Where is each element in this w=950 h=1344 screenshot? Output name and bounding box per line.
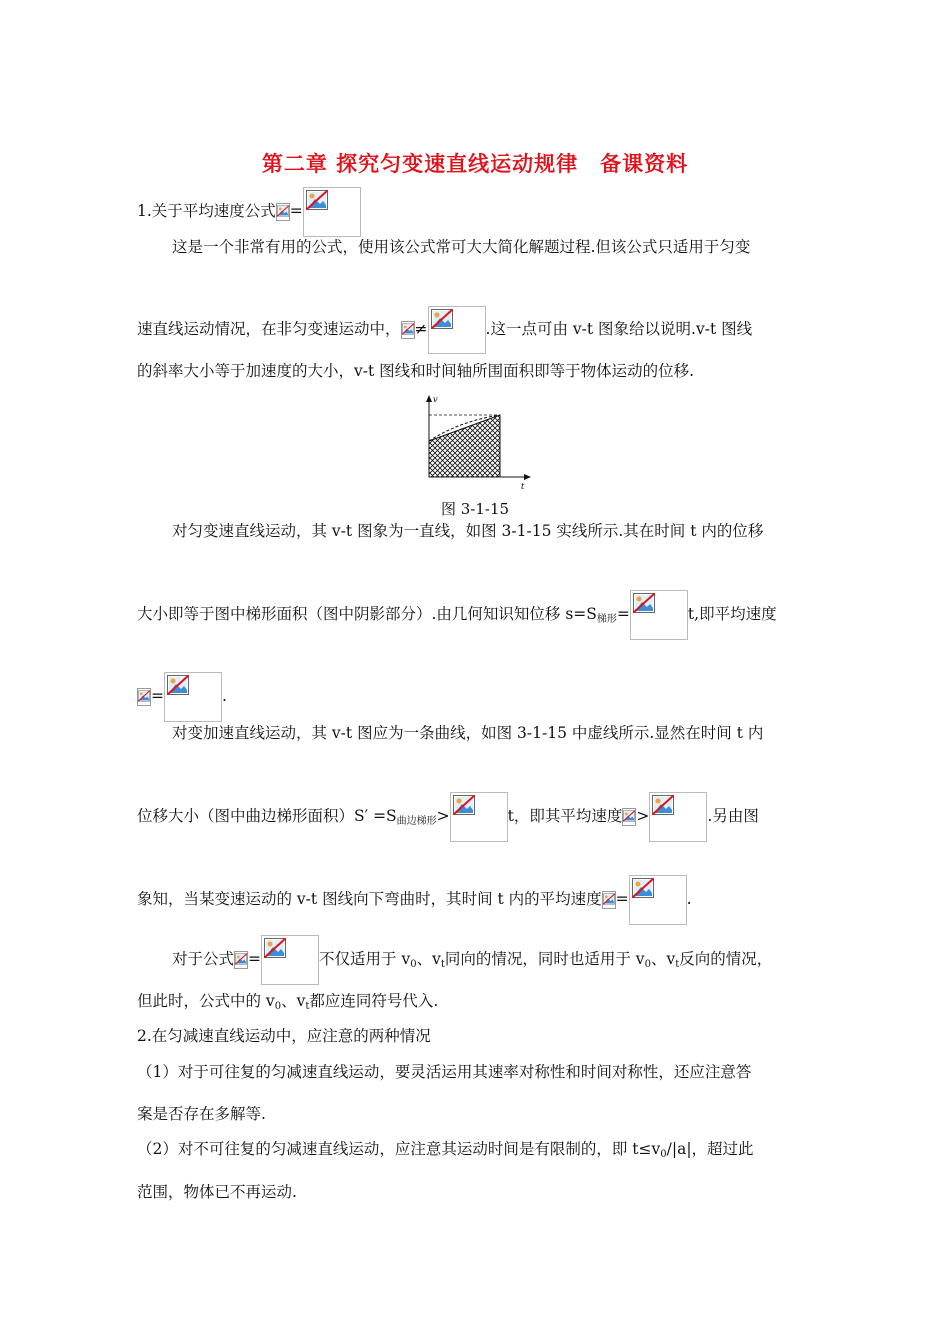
paragraph-line: 位移大小（图中曲边梯形面积）$S' =S_{曲边梯形}>$ t，即其平均速度 > .另由图 <box>137 792 759 842</box>
formula-image-placeholder <box>303 187 361 237</box>
vt-graph-figure <box>415 393 535 493</box>
paragraph-line: 象知，当某变速运动的 v-t 图线向下弯曲时，其时间 t 内的平均速度 = . <box>137 875 692 925</box>
paragraph-line: 大小即等于图中梯形面积（图中阴影部分）.由几何知识知位移 $s=S_{梯形}=$ t,即平均速度 <box>137 590 777 640</box>
t-axis-label: t <box>521 482 525 491</box>
formula-image-icon <box>622 808 636 826</box>
formula-image-placeholder <box>261 935 319 985</box>
v-axis-arrow <box>426 395 432 402</box>
section-2-heading: 2.在匀减速直线运动中，应注意的两种情况 <box>137 1027 431 1045</box>
formula-image-icon <box>276 203 290 221</box>
section-1-heading: 1.关于平均速度公式 = <box>137 187 361 237</box>
paragraph-line: 这是一个非常有用的公式，使用该公式常可大大简化解题过程.但该公式只适用于匀变 <box>172 238 751 256</box>
formula-image-placeholder <box>164 672 222 722</box>
formula-image-placeholder <box>630 590 688 640</box>
paragraph-line: 速直线运动情况，在非匀变速运动中， ≠ .这一点可由 v-t 图象给以说明.v-t 图线 <box>137 306 752 354</box>
paragraph-line: 范围，物体已不再运动. <box>137 1183 297 1201</box>
paragraph-line: 对匀变速直线运动，其 v-t 图象为一直线，如图 3-1-15 实线所示.其在时间 t 内的位移 <box>172 522 764 540</box>
t-axis-arrow <box>524 474 531 480</box>
formula-image-placeholder <box>428 306 486 354</box>
formula-image-placeholder <box>649 792 707 842</box>
formula-image-icon <box>602 891 616 909</box>
paragraph-line: 对变加速直线运动，其 v-t 图应为一条曲线，如图 3-1-15 中虚线所示.显然在时间 t 内 <box>172 724 764 742</box>
paragraph-line: = . <box>137 672 227 722</box>
paragraph-line: 的斜率大小等于加速度的大小，v-t 图线和时间轴所围面积即等于物体运动的位移. <box>137 362 695 380</box>
formula-image-placeholder <box>450 792 508 842</box>
paragraph-line: （1）对于可往复的匀减速直线运动，要灵活运用其速率对称性和时间对称性，还应注意答 <box>137 1063 752 1081</box>
v-axis-label: v <box>433 395 438 404</box>
formula-image-icon <box>401 321 415 339</box>
page-title: 第二章 探究匀变速直线运动规律 备课资料 <box>261 152 689 176</box>
trapezoid-area <box>429 415 500 477</box>
paragraph-line: （2）对不可往复的匀减速直线运动，应注意其运动时间是有限制的，即 $t\le v_0/|a|$，超过此 <box>137 1140 754 1160</box>
formula-image-icon <box>137 688 151 706</box>
figure-caption: 图 3-1-15 <box>440 500 510 518</box>
paragraph-line: 案是否存在多解等. <box>137 1105 266 1123</box>
paragraph-line: 对于公式 = 不仅适用于 $v_0$、$v_t$同向的情况，同时也适用于 $v_0$、$v_t$反向的情况， <box>172 935 772 985</box>
paragraph-line: 但此时，公式中的 $v_0$、$v_t$都应连同符号代入. <box>137 992 439 1012</box>
formula-image-placeholder <box>629 875 687 925</box>
formula-image-icon <box>234 951 248 969</box>
